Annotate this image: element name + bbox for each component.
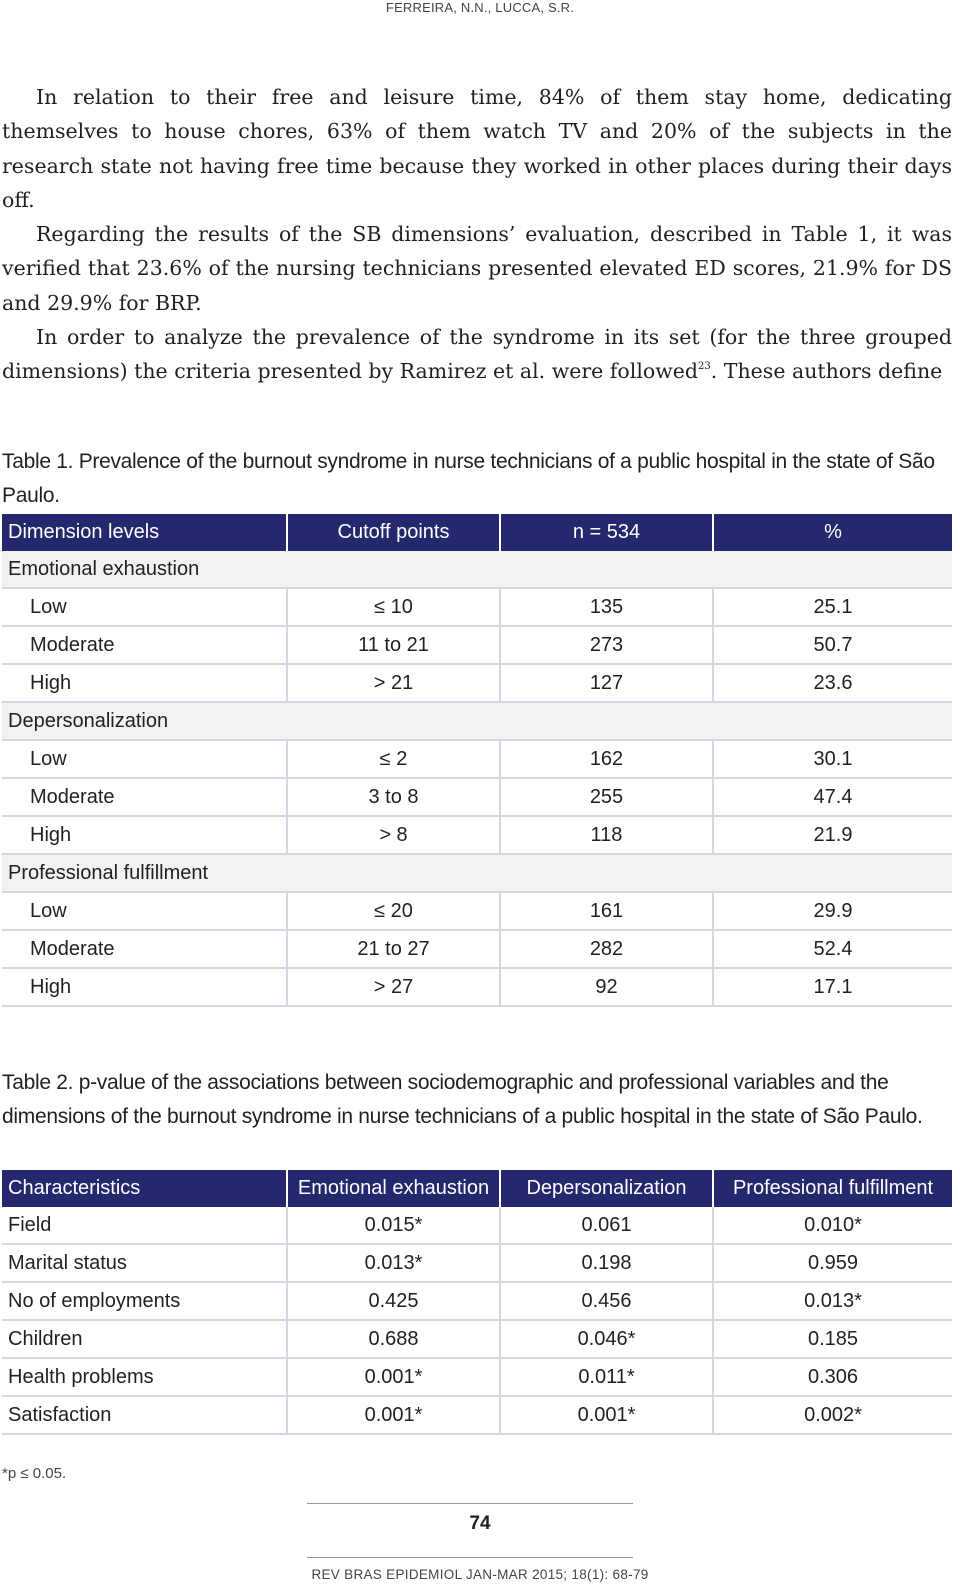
pf-pvalue-cell: 0.002* <box>713 1396 952 1434</box>
page-number: 74 <box>469 1513 491 1534</box>
table2 <box>2 1170 952 1435</box>
group-label: Emotional exhaustion <box>2 551 952 588</box>
level-cell: High <box>2 968 287 1006</box>
dp-pvalue-cell: 0.198 <box>500 1244 713 1282</box>
group-row <box>2 854 952 892</box>
cutoff-cell: 3 to 8 <box>287 778 500 816</box>
cutoff-cell: > 21 <box>287 664 500 702</box>
table1-caption <box>2 445 952 513</box>
level-cell: Moderate <box>2 778 287 816</box>
table1-caption-text: Prevalence of the burnout syndrome in nurse technicians of a public hospital in the state of São Paulo. <box>2 450 935 507</box>
table2-footnote: *p ≤ 0.05. <box>2 1465 67 1482</box>
table-row <box>2 816 952 854</box>
ee-pvalue-cell: 0.013* <box>287 1244 500 1282</box>
column-header: Characteristics <box>2 1170 287 1207</box>
paragraph: In relation to their free and leisure time, 84% of them stay home, dedicating themselves to house chores, 63% of them watch TV and 20% of the subjects in the research state not having free time because they worked in other places during their days off. <box>2 85 952 212</box>
n-cell: 161 <box>500 892 713 930</box>
cutoff-cell: ≤ 10 <box>287 588 500 626</box>
table-row <box>2 1396 952 1434</box>
column-header: n = 534 <box>500 514 713 551</box>
percent-cell: 52.4 <box>713 930 952 968</box>
level-cell: Moderate <box>2 626 287 664</box>
percent-cell: 21.9 <box>713 816 952 854</box>
pf-pvalue-cell: 0.959 <box>713 1244 952 1282</box>
cutoff-cell: > 8 <box>287 816 500 854</box>
n-cell: 162 <box>500 740 713 778</box>
level-cell: Moderate <box>2 930 287 968</box>
percent-cell: 23.6 <box>713 664 952 702</box>
table-row <box>2 1207 952 1244</box>
percent-cell: 47.4 <box>713 778 952 816</box>
pf-pvalue-cell: 0.013* <box>713 1282 952 1320</box>
percent-cell: 17.1 <box>713 968 952 1006</box>
column-header: Dimension levels <box>2 514 287 551</box>
level-cell: High <box>2 664 287 702</box>
group-label: Professional fulfillment <box>2 854 952 892</box>
characteristic-cell: Marital status <box>2 1244 287 1282</box>
table-row <box>2 1244 952 1282</box>
table2-caption-text: p-value of the associations between sociodemographic and professional variables and the dimensions of the burnout syndrome in nurse technicians of a public hospital in the state of São Paulo. <box>2 1071 923 1128</box>
n-cell: 118 <box>500 816 713 854</box>
table2-caption <box>2 1066 952 1134</box>
dp-pvalue-cell: 0.061 <box>500 1207 713 1244</box>
characteristic-cell: Satisfaction <box>2 1396 287 1434</box>
table-row <box>2 778 952 816</box>
body-text <box>2 80 952 389</box>
column-header: Professional fulfillment <box>713 1170 952 1207</box>
level-cell: Low <box>2 588 287 626</box>
n-cell: 255 <box>500 778 713 816</box>
characteristic-cell: Health problems <box>2 1358 287 1396</box>
pf-pvalue-cell: 0.010* <box>713 1207 952 1244</box>
level-cell: Low <box>2 892 287 930</box>
dp-pvalue-cell: 0.001* <box>500 1396 713 1434</box>
table-row <box>2 740 952 778</box>
table-row <box>2 664 952 702</box>
pf-pvalue-cell: 0.185 <box>713 1320 952 1358</box>
group-row <box>2 551 952 588</box>
ee-pvalue-cell: 0.001* <box>287 1358 500 1396</box>
table-row <box>2 930 952 968</box>
running-head: FERREIRA, N.N., LUCCA, S.R. <box>385 0 575 15</box>
paragraph-text: . These authors define <box>710 359 943 384</box>
ee-pvalue-cell: 0.688 <box>287 1320 500 1358</box>
paragraph: Regarding the results of the SB dimensions’ evaluation, described in Table 1, it was verified that 23.6% of the nursing technicians presented elevated ED scores, 21.9% for DS and 29.9% for BRP. <box>2 222 952 315</box>
percent-cell: 50.7 <box>713 626 952 664</box>
column-header: Depersonalization <box>500 1170 713 1207</box>
cutoff-cell: > 27 <box>287 968 500 1006</box>
characteristic-cell: Children <box>2 1320 287 1358</box>
paragraph-text: In order to analyze the prevalence of the syndrome in its set (for the three grouped dimensions) the criteria presented by Ramirez et al. were followed <box>2 325 952 384</box>
table1-label: Table 1. <box>2 450 74 473</box>
column-header: % <box>713 514 952 551</box>
paragraph <box>2 320 952 389</box>
dp-pvalue-cell: 0.456 <box>500 1282 713 1320</box>
table1 <box>2 514 952 1007</box>
table2-label: Table 2. <box>2 1071 74 1094</box>
ee-pvalue-cell: 0.001* <box>287 1396 500 1434</box>
reference-number: 23 <box>698 361 711 373</box>
dp-pvalue-cell: 0.046* <box>500 1320 713 1358</box>
percent-cell: 29.9 <box>713 892 952 930</box>
cutoff-cell: 21 to 27 <box>287 930 500 968</box>
cutoff-cell: 11 to 21 <box>287 626 500 664</box>
journal-footer: REV BRAS EPIDEMIOL JAN-MAR 2015; 18(1): 68-79 <box>311 1567 649 1582</box>
table-row <box>2 588 952 626</box>
column-header: Emotional exhaustion <box>287 1170 500 1207</box>
group-label: Depersonalization <box>2 702 952 740</box>
percent-cell: 30.1 <box>713 740 952 778</box>
table-row <box>2 1320 952 1358</box>
table-row <box>2 968 952 1006</box>
n-cell: 127 <box>500 664 713 702</box>
footer-rule-top <box>307 1503 633 1504</box>
n-cell: 92 <box>500 968 713 1006</box>
percent-cell: 25.1 <box>713 588 952 626</box>
cutoff-cell: ≤ 2 <box>287 740 500 778</box>
characteristic-cell: No of employments <box>2 1282 287 1320</box>
table-row <box>2 626 952 664</box>
ee-pvalue-cell: 0.425 <box>287 1282 500 1320</box>
table-row <box>2 1358 952 1396</box>
characteristic-cell: Field <box>2 1207 287 1244</box>
level-cell: High <box>2 816 287 854</box>
dp-pvalue-cell: 0.011* <box>500 1358 713 1396</box>
cutoff-cell: ≤ 20 <box>287 892 500 930</box>
n-cell: 282 <box>500 930 713 968</box>
column-header: Cutoff points <box>287 514 500 551</box>
group-row <box>2 702 952 740</box>
table-row <box>2 892 952 930</box>
footer-rule-bottom <box>307 1557 633 1558</box>
table-row <box>2 1282 952 1320</box>
table1-header-row <box>2 514 952 551</box>
n-cell: 273 <box>500 626 713 664</box>
table2-header-row <box>2 1170 952 1207</box>
level-cell: Low <box>2 740 287 778</box>
n-cell: 135 <box>500 588 713 626</box>
pf-pvalue-cell: 0.306 <box>713 1358 952 1396</box>
ee-pvalue-cell: 0.015* <box>287 1207 500 1244</box>
